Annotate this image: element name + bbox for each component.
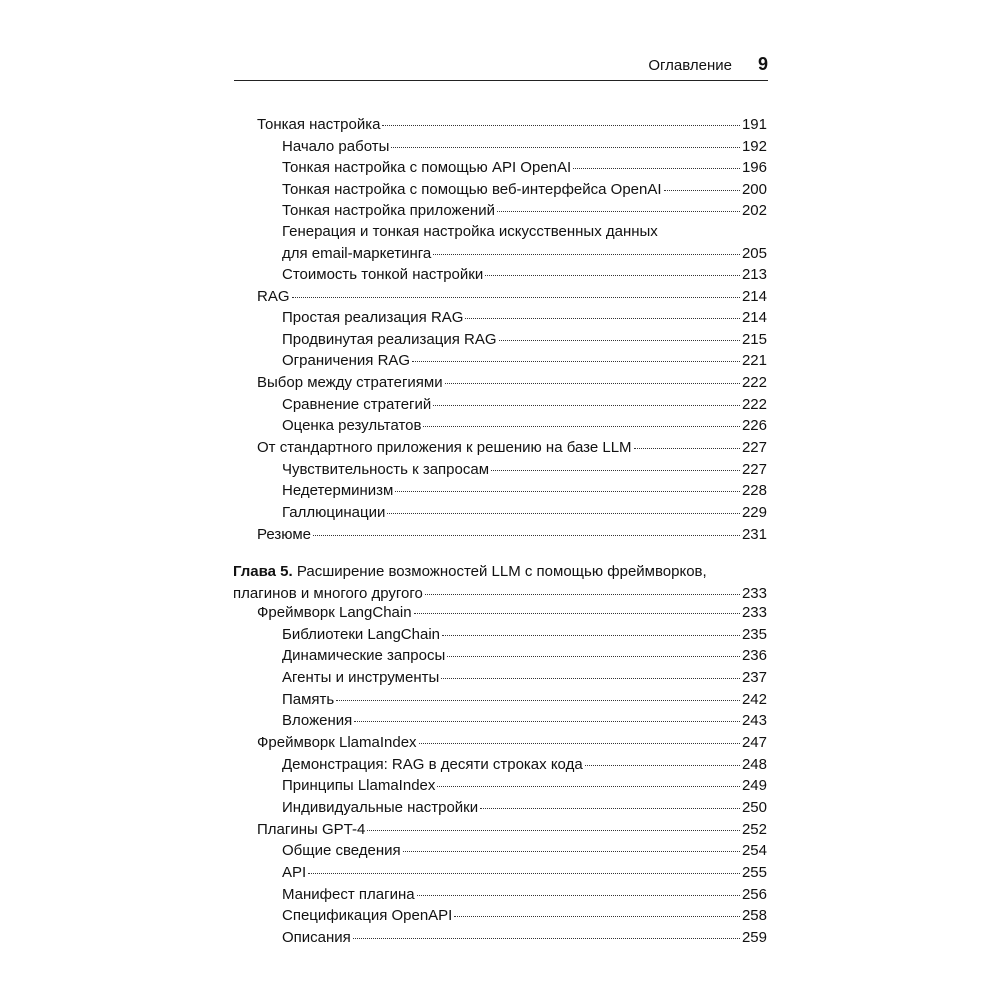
toc-entry-title: Спецификация OpenAPI [282,907,453,924]
dot-leader [367,830,740,831]
toc-entry [282,307,767,329]
toc-entry-row [282,689,767,711]
dot-leader [292,297,740,298]
toc-page-number: 249 [741,777,767,794]
toc-page-number: 205 [741,244,767,262]
toc-page-number: 255 [741,864,767,881]
toc-entry-row [282,459,767,481]
toc-page-number: 233 [741,604,767,621]
toc-entry-title: Вложения [282,712,353,729]
dot-leader [308,873,740,874]
dot-leader [480,808,740,809]
toc-page-number: 250 [741,799,767,816]
toc-entry [282,624,767,646]
toc-entry-title: Начало работы [282,138,390,155]
toc-entry-row [282,754,767,776]
dot-leader [419,743,740,744]
toc-entry-title: Ограничения RAG [282,352,411,369]
toc-entry-title: Тонкая настройка [257,116,381,133]
toc-entry-title-part: Расширение возможностей LLM с помощью фреймворков, [292,563,707,580]
toc-entry-row [257,437,767,459]
toc-entry-row [282,862,767,884]
dot-leader [425,594,740,595]
dot-leader [391,147,740,148]
dot-leader [465,318,740,319]
toc-entry [282,645,767,667]
toc-entry-title: Манифест плагина [282,886,415,903]
toc-entry-title: Фреймворк LangChain [257,604,412,621]
toc-entry-first-line [233,561,767,583]
dot-leader [442,635,740,636]
toc-entry-row [257,372,767,394]
dot-leader [664,190,740,191]
toc-entry [282,689,767,711]
toc-entry-row [282,624,767,646]
toc-entry-title: Библиотеки LangChain [282,626,440,643]
toc-entry [282,502,767,524]
toc-entry-row [282,157,767,179]
toc-page-number: 236 [741,647,767,664]
toc-entry-title: Выбор между стратегиями [257,374,443,391]
toc-entry-row [282,307,767,329]
toc-entry-title: Продвинутая реализация RAG [282,331,497,348]
toc-entry-row [257,114,767,136]
toc-entry-title: Общие сведения [282,842,401,859]
toc-entry-row [282,415,767,437]
toc-entry-row [282,200,767,222]
toc-page-number: 247 [741,734,767,751]
toc-entry-title: Демонстрация: RAG в десяти строках кода [282,756,583,773]
toc-entry [257,372,767,394]
toc-entry-row [282,350,767,372]
dot-leader [634,448,740,449]
chapter-label: Глава 5. [233,563,293,580]
dot-leader [423,426,739,427]
dot-leader [441,678,740,679]
toc-entry-title: Динамические запросы [282,647,446,664]
page-number: 9 [757,54,768,74]
toc-entry [282,221,767,264]
toc-page-number: 233 [741,584,767,602]
dot-leader [491,470,740,471]
toc-entry-title-part: Генерация и тонкая настройка искусственных данных [282,223,658,240]
toc-page-number: 258 [741,907,767,924]
toc-entry-title: Память [282,691,335,708]
toc-entry [282,927,767,949]
dot-leader [499,340,740,341]
toc-entry-row [282,797,767,819]
toc-entry-title: Чувствительность к запросам [282,461,490,478]
toc-page-number: 200 [741,181,767,198]
dot-leader [433,254,740,255]
toc-entry-row [282,179,767,201]
toc-entry-title: плагинов и многого другого [233,584,423,602]
dot-leader [313,535,740,536]
toc-entry [282,862,767,884]
toc-page-number: 221 [741,352,767,369]
toc-entry-title: Резюме [257,526,311,543]
toc-page-number: 256 [741,886,767,903]
toc-entry-row [257,602,767,624]
toc-entry-row [257,524,767,546]
toc-entry [257,114,767,136]
toc-entry [282,667,767,689]
toc-entry-first-line [282,221,767,243]
toc-entry-row [282,667,767,689]
toc-entry-title: RAG [257,288,290,305]
dot-leader [585,765,740,766]
dot-leader [437,786,740,787]
dot-leader [353,938,740,939]
toc-entry-row [282,502,767,524]
toc-page-number: 196 [741,159,767,176]
dot-leader [354,721,740,722]
toc-entry-title: Сравнение стратегий [282,396,432,413]
toc-entry-row [282,480,767,502]
toc-entry [257,286,767,308]
toc-entry-title: Галлюцинации [282,504,386,521]
toc-entry-title: Тонкая настройка с помощью веб-интерфейса OpenAI [282,181,662,198]
dot-leader [387,513,740,514]
dot-leader [417,895,740,896]
toc-entry [282,136,767,158]
running-head-title: Оглавление [648,57,732,74]
dot-leader [485,275,740,276]
toc-entry [282,415,767,437]
dot-leader [445,383,740,384]
toc-entry-title: для email-маркетинга [282,244,432,262]
toc-entry-title: Индивидуальные настройки [282,799,479,816]
dot-leader [395,491,740,492]
toc-page-number: 243 [741,712,767,729]
dot-leader [447,656,740,657]
dot-leader [454,916,740,917]
toc-entry-title: Тонкая настройка приложений [282,202,495,219]
toc-entry-row [282,840,767,862]
toc-page-number: 226 [741,417,767,434]
dot-leader [336,700,740,701]
chapter-entry [233,561,767,604]
toc-entry-row [282,243,767,265]
toc-page-number: 214 [741,288,767,305]
toc-entry [282,179,767,201]
dot-leader [412,361,740,362]
toc-entry [257,524,767,546]
toc-entry-row [282,394,767,416]
toc-entry [257,602,767,624]
dot-leader [497,211,740,212]
toc-entry-title: Простая реализация RAG [282,309,464,326]
toc-page-number: 235 [741,626,767,643]
toc-entry [282,480,767,502]
toc-entry [257,437,767,459]
toc-entry [282,157,767,179]
toc-page-number: 259 [741,929,767,946]
toc-entry [282,775,767,797]
toc-entry [282,329,767,351]
toc-entry-title: Стоимость тонкой настройки [282,266,484,283]
toc-entry [257,732,767,754]
toc-entry-row [282,927,767,949]
dot-leader [573,168,740,169]
toc-entry-title: Оценка результатов [282,417,422,434]
toc-entry-title: API [282,864,307,881]
toc-entry [282,884,767,906]
toc-page-number: 202 [741,202,767,219]
toc-page-number: 215 [741,331,767,348]
toc-page-number: 213 [741,266,767,283]
toc-entry-row [282,884,767,906]
toc-entry-title: Недетерминизм [282,482,394,499]
toc-page-number: 242 [741,691,767,708]
toc-entry [282,797,767,819]
toc-entry-row [257,286,767,308]
toc-entry-row [282,905,767,927]
toc-entry-row [282,710,767,732]
toc-page-number: 214 [741,309,767,326]
toc-entry [282,710,767,732]
toc-entry-row [282,329,767,351]
dot-leader [433,405,740,406]
toc-entry [282,840,767,862]
toc-page-number: 231 [741,526,767,543]
dot-leader [382,125,740,126]
toc-entry-row [282,136,767,158]
toc-page-number: 192 [741,138,767,155]
toc-page-number: 222 [741,374,767,391]
toc-entry-title: От стандартного приложения к решению на базе LLM [257,439,632,456]
toc-entry-row [282,775,767,797]
toc-entry-title: Тонкая настройка с помощью API OpenAI [282,159,572,176]
toc-entry [282,350,767,372]
toc-entry-row [257,732,767,754]
toc-entry-title: Фреймворк LlamaIndex [257,734,417,751]
toc-entry-row [282,264,767,286]
toc-page-number: 227 [741,461,767,478]
toc-page-number: 254 [741,842,767,859]
toc-entry [282,264,767,286]
toc-page-number: 248 [741,756,767,773]
toc-entry [282,459,767,481]
toc-entry-row [282,645,767,667]
toc-entry-title: Принципы LlamaIndex [282,777,436,794]
toc-entry [257,819,767,841]
toc-entry [282,200,767,222]
toc-page-number: 191 [741,116,767,133]
toc-page-number: 237 [741,669,767,686]
toc-page-number: 229 [741,504,767,521]
toc-page-number: 228 [741,482,767,499]
toc-page-number: 252 [741,821,767,838]
toc-page-number: 222 [741,396,767,413]
dot-leader [414,613,740,614]
toc-entry-title: Агенты и инструменты [282,669,440,686]
dot-leader [403,851,740,852]
toc-entry-title: Описания [282,929,351,946]
toc-entry [282,754,767,776]
toc-entry-row [257,819,767,841]
toc-entry [282,394,767,416]
toc-page-number: 227 [741,439,767,456]
toc-entry [282,905,767,927]
toc-entry-title: Плагины GPT-4 [257,821,366,838]
